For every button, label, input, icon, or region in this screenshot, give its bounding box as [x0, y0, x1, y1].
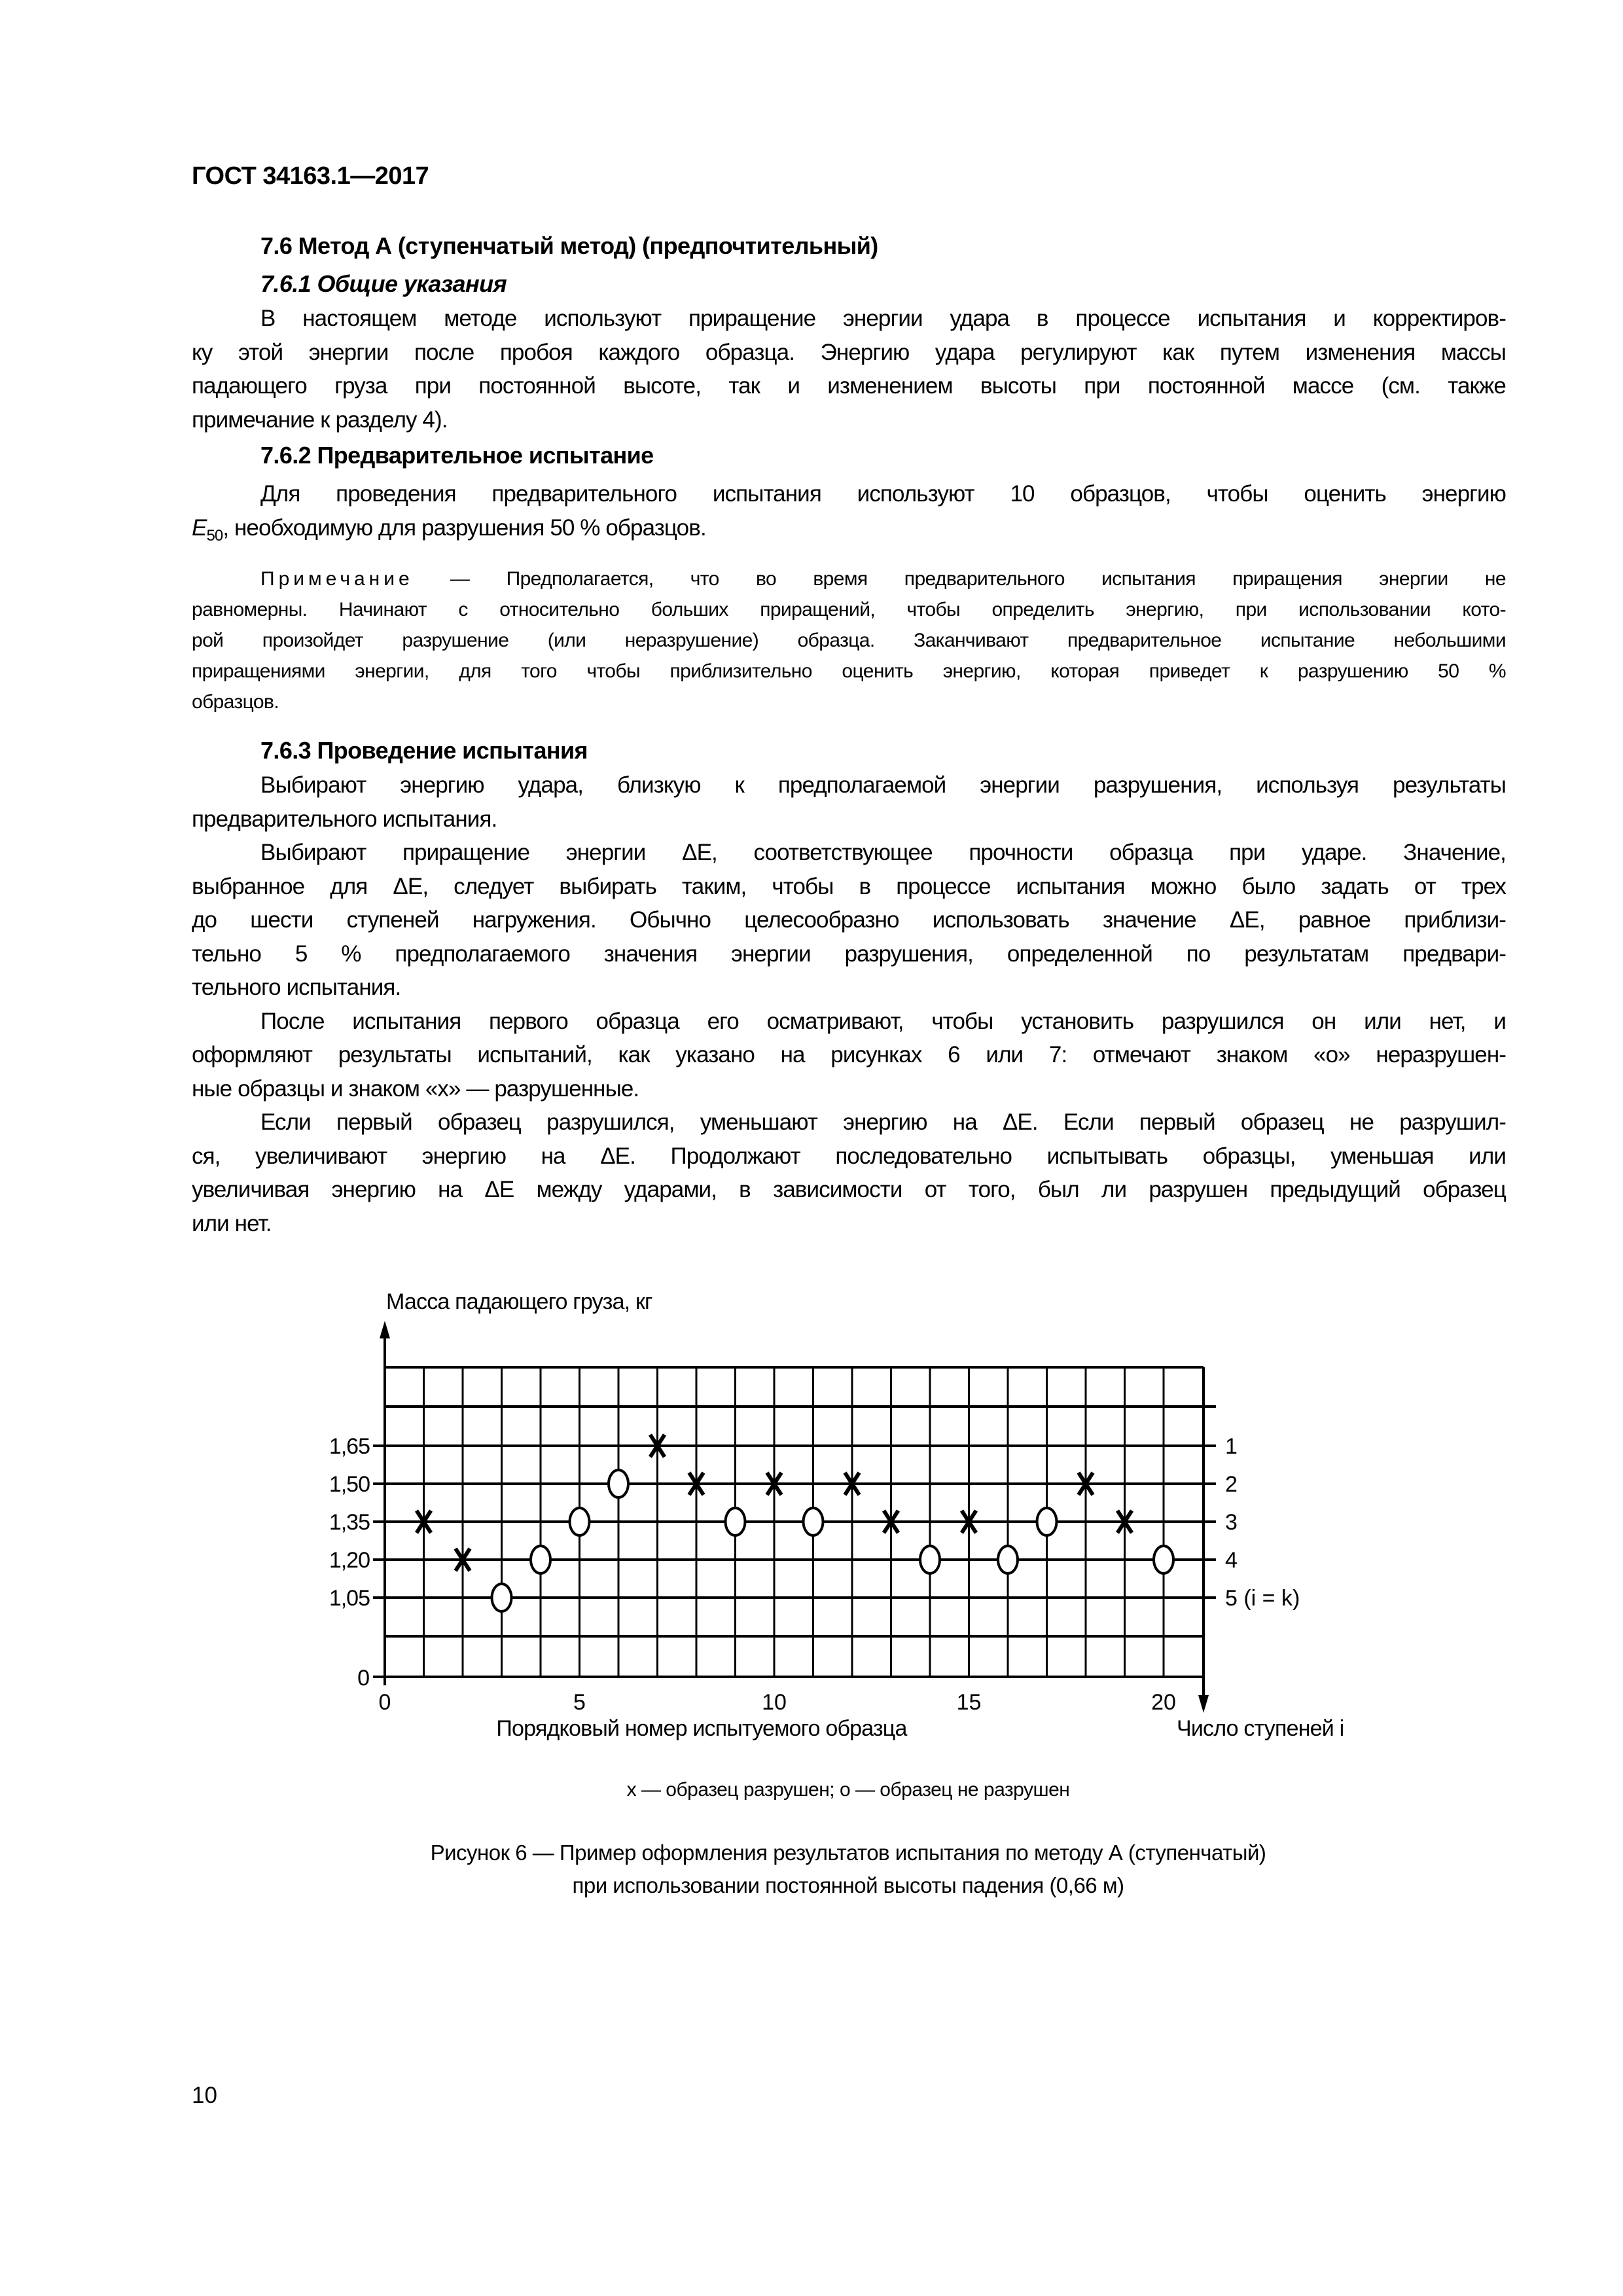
unbroken-sample-marker — [492, 1584, 512, 1611]
unbroken-sample-marker — [570, 1508, 590, 1535]
text-line: или нет. — [192, 1210, 272, 1236]
text-line: предварительного испытания. — [192, 806, 497, 832]
figure-legend: х — образец разрушен; о — образец не разрушен — [626, 1779, 1070, 1801]
text-fragment: , необходимую для разрушения 50 % образцов. — [223, 514, 706, 541]
text-line: Если первый образец разрушился, уменьшают энергию на ΔE. Если первый образец не разрушил- — [260, 1109, 1506, 1135]
step-number-label: 2 — [1225, 1472, 1238, 1497]
y-zero-label: 0 — [357, 1666, 370, 1691]
text-line: Выбирают приращение энергии ΔE, соответствующее прочности образца при ударе. Значение, — [260, 840, 1506, 865]
text-line: тельно 5 % предполагаемого значения энергии разрушения, определенной по результатам предвари- — [192, 941, 1506, 967]
x-tick-label: 15 — [956, 1690, 982, 1715]
y-tick-label: 1,05 — [329, 1586, 370, 1611]
unbroken-sample-marker — [804, 1508, 823, 1535]
page-number: 10 — [192, 2083, 217, 2108]
text-line: примечание к разделу 4). — [192, 406, 448, 433]
unbroken-sample-marker — [998, 1546, 1018, 1573]
section-heading-7-6-3: 7.6.3 Проведение испытания — [260, 737, 588, 764]
step-number-label: 1 — [1225, 1434, 1238, 1459]
text-line: ся, увеличивают энергию на ΔE. Продолжают последовательно испытывать образцы, уменьшая или — [192, 1143, 1506, 1169]
y-axis-title: Масса падающего груза, кг — [386, 1289, 652, 1314]
unbroken-sample-marker — [531, 1546, 550, 1573]
unbroken-sample-marker — [609, 1470, 628, 1498]
note-label: Примечание — [260, 568, 414, 590]
right-axis-title — [1177, 1716, 1344, 1741]
figure-caption-line-2: при использовании постоянной высоты падения (0,66 м) — [572, 1873, 1124, 1897]
text-line: оформляют результаты испытаний, как указано на рисунках 6 или 7: отмечают знаком «о» неразрушен- — [192, 1042, 1506, 1067]
y-tick-label: 1,65 — [329, 1434, 370, 1459]
y-axis-arrow-icon — [380, 1321, 390, 1338]
text-line: ные образцы и знаком «х» — разрушенные. — [192, 1075, 639, 1102]
text-line: В настоящем методе используют приращение энергии удара в процессе испытания и корректиров- — [260, 306, 1506, 331]
x-tick-label: 10 — [762, 1690, 787, 1715]
section-heading-7-6: 7.6 Метод А (ступенчатый метод) (предпочтительный) — [260, 232, 878, 259]
x-tick-labels — [379, 1690, 1176, 1715]
text-line: Выбирают энергию удара, близкую к предполагаемой энергии разрушения, используя результаты — [260, 772, 1506, 798]
text-line: падающего груза при постоянной высоте, так и изменением высоты при постоянной массе (см. также — [192, 373, 1506, 399]
x-tick-label: 0 — [378, 1690, 391, 1715]
text-line: увеличивая энергию на ΔE между ударами, в зависимости от того, был ли разрушен предыдущий образец — [192, 1177, 1506, 1202]
section-heading-7-6-2: 7.6.2 Предварительное испытание — [260, 442, 654, 469]
chart-grid — [373, 1321, 1216, 1713]
energy-symbol: E — [192, 514, 207, 541]
right-axis-title-text: Число ступеней i — [1177, 1716, 1344, 1741]
unbroken-sample-marker — [726, 1508, 745, 1535]
y-tick-label: 1,20 — [329, 1548, 370, 1573]
unbroken-sample-marker — [1037, 1508, 1057, 1535]
figure-caption-line-1: Рисунок 6 — Пример оформления результатов испытания по методу А (ступенчатый) — [430, 1840, 1266, 1865]
text-line: рой произойдет разрушение (или неразрушение) образца. Заканчивают предварительное испытание небольшими — [192, 630, 1506, 651]
step-number-label: 5 (i = k) — [1225, 1586, 1300, 1611]
text-line: приращениями энергии, для того чтобы приблизительно оценить энергию, которая приведет к разрушению 50 % — [192, 660, 1506, 682]
text-line: тельного испытания. — [192, 975, 401, 1000]
y-tick-label: 1,50 — [329, 1472, 370, 1497]
text-fragment: — Предполагается, что во время предварительного испытания приращения энергии не — [413, 568, 1506, 590]
text-line: равномерны. Начинают с относительно больших приращений, чтобы определить энергию, при использовании кото- — [192, 599, 1506, 620]
step-number-label: 3 — [1225, 1510, 1238, 1535]
text-line: После испытания первого образца его осматривают, чтобы установить разрушился он или нет, и — [260, 1008, 1506, 1034]
text-line: Для проведения предварительного испытания используют 10 образцов, чтобы оценить энергию — [260, 481, 1506, 507]
energy-subscript: 50 — [206, 526, 223, 545]
right-axis-arrow-icon — [1198, 1695, 1209, 1713]
x-axis-title: Порядковый номер испытуемого образца — [496, 1716, 907, 1741]
section-heading-7-6-1: 7.6.1 Общие указания — [260, 270, 507, 297]
step-number-label: 4 — [1225, 1548, 1238, 1573]
text-line: ку этой энергии после пробоя каждого образца. Энергию удара регулируют как путем изменения массы — [192, 339, 1506, 365]
y-tick-label: 1,35 — [329, 1510, 370, 1535]
unbroken-sample-marker — [1154, 1546, 1173, 1573]
x-tick-label: 5 — [573, 1690, 586, 1715]
text-line: выбранное для ΔE, следует выбирать таким, чтобы в процессе испытания можно было задать от трех — [192, 873, 1506, 899]
document-header: ГОСТ 34163.1—2017 — [192, 162, 429, 190]
unbroken-sample-marker — [920, 1546, 940, 1573]
text-line: образцов. — [192, 691, 279, 713]
text-line: до шести ступеней нагружения. Обычно целесообразно использовать значение ΔE, равное приблизи- — [192, 907, 1506, 933]
x-tick-label: 20 — [1151, 1690, 1176, 1715]
